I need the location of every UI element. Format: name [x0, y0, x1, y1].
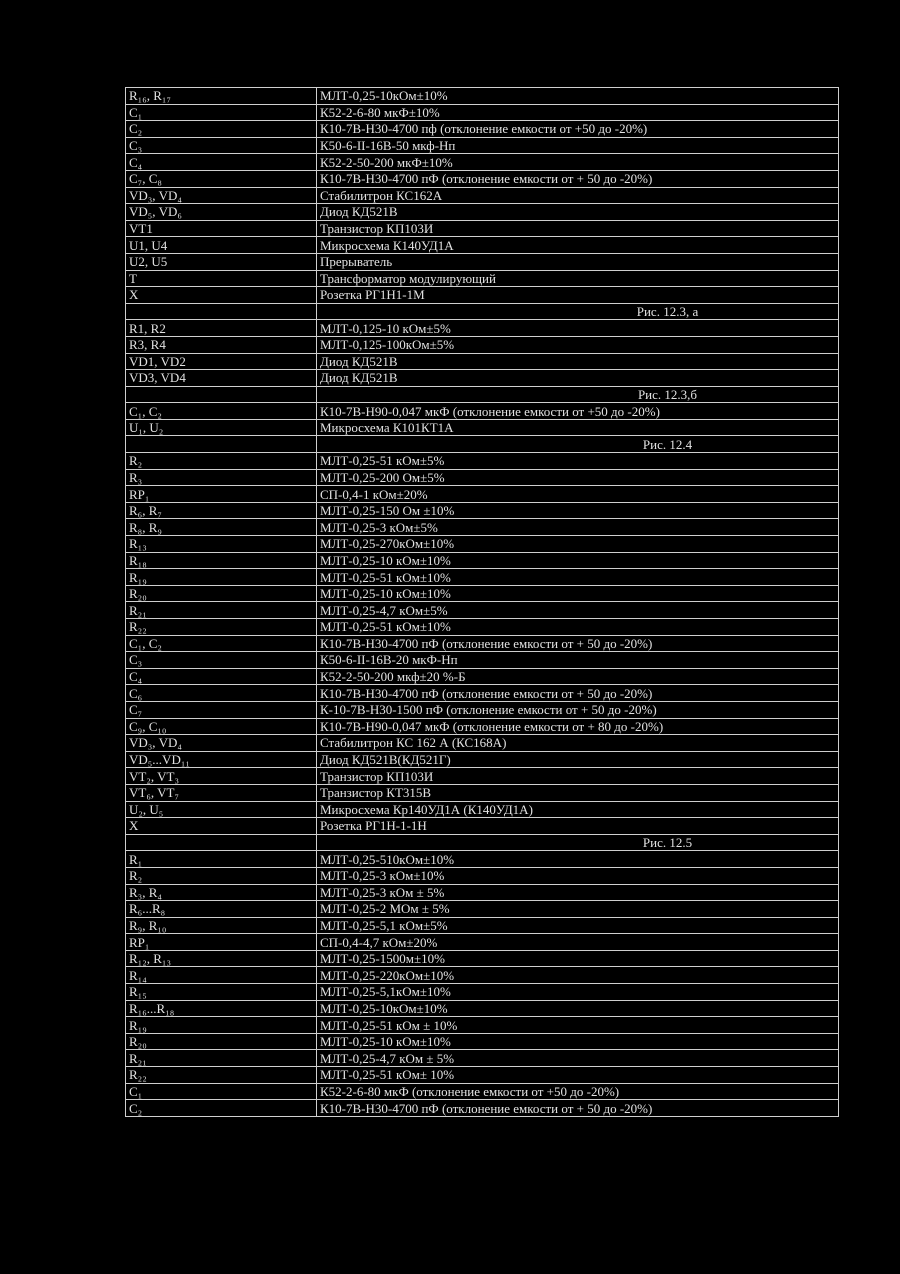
component-description: Трансформатор модулирующий — [317, 270, 839, 287]
component-designator: R₆...R₈ — [126, 901, 317, 918]
component-designator: C₃ — [126, 652, 317, 669]
component-row — [126, 1100, 839, 1117]
component-row — [126, 685, 839, 702]
component-row — [126, 934, 839, 951]
component-description: К50-6-II-16В-20 мкФ-Нп — [317, 652, 839, 669]
component-designator: U2, U5 — [126, 253, 317, 270]
component-description: МЛТ-0,125-100кОм±5% — [317, 336, 839, 353]
component-designator: R₂₁ — [126, 1050, 317, 1067]
component-row — [126, 619, 839, 636]
component-description: К52-2-50-200 мкф±20 %-Б — [317, 668, 839, 685]
empty-cell — [126, 303, 317, 320]
component-row — [126, 867, 839, 884]
components-table-body — [126, 88, 839, 1117]
component-designator: R₂₂ — [126, 1067, 317, 1084]
component-designator: RP₁ — [126, 486, 317, 503]
component-description: К10-7В-Н30-4700 пФ (отклонение емкости от + 50 до -20%) — [317, 635, 839, 652]
component-row — [126, 901, 839, 918]
component-row — [126, 536, 839, 553]
component-designator: R₁ — [126, 851, 317, 868]
component-designator: RP₁ — [126, 934, 317, 951]
component-description: Транзистор КТ315В — [317, 784, 839, 801]
figure-caption-cell — [317, 436, 839, 453]
component-description: Диод КД521В — [317, 204, 839, 221]
component-description: К10-7В-Н30-4700 пФ (отклонение емкости от + 50 до -20%) — [317, 170, 839, 187]
component-designator: C₄ — [126, 668, 317, 685]
component-description: Стабилитрон КС162А — [317, 187, 839, 204]
components-table — [125, 87, 839, 1117]
component-description: Транзистор КП103И — [317, 768, 839, 785]
component-row — [126, 701, 839, 718]
component-row — [126, 950, 839, 967]
component-designator: C₂ — [126, 121, 317, 138]
component-designator: R3, R4 — [126, 336, 317, 353]
component-row — [126, 104, 839, 121]
empty-cell — [126, 436, 317, 453]
component-row — [126, 851, 839, 868]
component-description: Диод КД521В — [317, 353, 839, 370]
component-designator: C₇ — [126, 701, 317, 718]
component-designator: VT₆, VT₇ — [126, 784, 317, 801]
component-designator: T — [126, 270, 317, 287]
component-designator: VD₃, VD₄ — [126, 735, 317, 752]
component-row — [126, 1017, 839, 1034]
component-row — [126, 370, 839, 387]
component-designator: X — [126, 818, 317, 835]
component-description: К10-7В-Н30-4700 пФ (отклонение емкости от + 50 до -20%) — [317, 1100, 839, 1117]
component-description: К-10-7В-Н30-1500 пФ (отклонение емкости от + 50 до -20%) — [317, 701, 839, 718]
component-designator: R₁₈ — [126, 552, 317, 569]
component-designator: C₉, C₁₀ — [126, 718, 317, 735]
section-header-row — [126, 834, 839, 851]
figure-caption-cell — [317, 303, 839, 320]
empty-cell — [126, 834, 317, 851]
component-designator: C₁ — [126, 104, 317, 121]
component-description: Диод КД521В(КД521Г) — [317, 751, 839, 768]
component-description: К10-7В-Н90-0,047 мкФ (отклонение емкости от + 80 до -20%) — [317, 718, 839, 735]
section-header-row — [126, 386, 839, 403]
component-description: МЛТ-0,25-10 кОм±10% — [317, 585, 839, 602]
component-description: МЛТ-0,25-200 Ом±5% — [317, 469, 839, 486]
component-designator: R₁₃ — [126, 536, 317, 553]
component-row — [126, 984, 839, 1001]
component-description: МЛТ-0,25-4,7 кОм±5% — [317, 602, 839, 619]
component-row — [126, 1000, 839, 1017]
component-description: К10-7В-Н30-4700 пФ (отклонение емкости от + 50 до -20%) — [317, 685, 839, 702]
component-description: К50-6-II-16В-50 мкф-Нп — [317, 137, 839, 154]
component-designator: VD₃, VD₄ — [126, 187, 317, 204]
component-row — [126, 121, 839, 138]
figure-caption-cell — [317, 386, 839, 403]
component-description: МЛТ-0,25-220кОм±10% — [317, 967, 839, 984]
component-designator: VD₅...VD₁₁ — [126, 751, 317, 768]
component-row — [126, 751, 839, 768]
component-description: МЛТ-0,25-51 кОм±10% — [317, 619, 839, 636]
component-description: Розетка РГ1Н-1-1Н — [317, 818, 839, 835]
figure-caption-cell — [317, 834, 839, 851]
component-row — [126, 652, 839, 669]
component-designator: R₃, R₄ — [126, 884, 317, 901]
component-description: Микросхема К101КТ1А — [317, 419, 839, 436]
component-description: МЛТ-0,25-270кОм±10% — [317, 536, 839, 553]
component-row — [126, 253, 839, 270]
component-row — [126, 552, 839, 569]
component-designator: R₁₅ — [126, 984, 317, 1001]
component-description: МЛТ-0,25-510кОм±10% — [317, 851, 839, 868]
figure-caption: Рис. 12.4 — [642, 436, 693, 452]
component-description: МЛТ-0,25-3 кОм ± 5% — [317, 884, 839, 901]
component-description: МЛТ-0,25-2 МОм ± 5% — [317, 901, 839, 918]
component-row — [126, 1033, 839, 1050]
component-description: К52-2-6-80 мкФ±10% — [317, 104, 839, 121]
figure-caption: Рис. 12.3,б — [637, 386, 698, 402]
component-designator: C₁, C₂ — [126, 635, 317, 652]
component-designator: R₂₀ — [126, 585, 317, 602]
component-row — [126, 585, 839, 602]
component-description: МЛТ-0,25-10 кОм±10% — [317, 552, 839, 569]
component-row — [126, 967, 839, 984]
component-row — [126, 453, 839, 470]
component-designator: R₂₀ — [126, 1033, 317, 1050]
component-designator: R₁₉ — [126, 1017, 317, 1034]
component-row — [126, 204, 839, 221]
component-designator: C₄ — [126, 154, 317, 171]
component-description: Прерыватель — [317, 253, 839, 270]
empty-cell — [126, 386, 317, 403]
section-header-row — [126, 303, 839, 320]
component-designator: C₁, C₂ — [126, 403, 317, 420]
component-description: МЛТ-0,25-51 кОм±10% — [317, 569, 839, 586]
component-designator: R₁₂, R₁₃ — [126, 950, 317, 967]
component-designator: VT₂, VT₃ — [126, 768, 317, 785]
component-designator: R₂ — [126, 453, 317, 470]
component-designator: VD1, VD2 — [126, 353, 317, 370]
component-designator: X — [126, 287, 317, 304]
component-row — [126, 602, 839, 619]
component-row — [126, 336, 839, 353]
component-designator: R₃ — [126, 469, 317, 486]
component-description: МЛТ-0,25-10 кОм±10% — [317, 1033, 839, 1050]
component-designator: R₁₉ — [126, 569, 317, 586]
component-row — [126, 187, 839, 204]
section-header-row — [126, 436, 839, 453]
component-description: МЛТ-0,125-10 кОм±5% — [317, 320, 839, 337]
component-description: Микросхема Кр140УД1А (К140УД1А) — [317, 801, 839, 818]
component-row — [126, 801, 839, 818]
component-description: МЛТ-0,25-5,1 кОм±5% — [317, 917, 839, 934]
component-designator: R₉, R₁₀ — [126, 917, 317, 934]
component-row — [126, 917, 839, 934]
component-row — [126, 668, 839, 685]
component-designator: R₆, R₇ — [126, 502, 317, 519]
component-description: МЛТ-0,25-150 Ом ±10% — [317, 502, 839, 519]
component-row — [126, 469, 839, 486]
component-description: Микросхема К140УД1А — [317, 237, 839, 254]
component-designator: R₂ — [126, 867, 317, 884]
component-description: Стабилитрон КС 162 А (КС168А) — [317, 735, 839, 752]
component-row — [126, 419, 839, 436]
component-row — [126, 220, 839, 237]
component-description: К52-2-50-200 мкФ±10% — [317, 154, 839, 171]
component-designator: C₂ — [126, 1100, 317, 1117]
component-description: Транзистор КП103И — [317, 220, 839, 237]
component-designator: R₂₂ — [126, 619, 317, 636]
component-description: СП-0,4-1 кОм±20% — [317, 486, 839, 503]
component-row — [126, 569, 839, 586]
component-row — [126, 768, 839, 785]
component-designator: C₇, C₈ — [126, 170, 317, 187]
component-row — [126, 170, 839, 187]
component-description: МЛТ-0,25-51 кОм±5% — [317, 453, 839, 470]
component-row — [126, 519, 839, 536]
component-row — [126, 1067, 839, 1084]
component-row — [126, 735, 839, 752]
component-designator: VD₅, VD₆ — [126, 204, 317, 221]
component-description: МЛТ-0,25-10кОм±10% — [317, 88, 839, 105]
component-row — [126, 287, 839, 304]
component-description: МЛТ-0,25-10кОм±10% — [317, 1000, 839, 1017]
component-row — [126, 718, 839, 735]
component-description: К10-7В-Н30-4700 пф (отклонение емкости от +50 до -20%) — [317, 121, 839, 138]
component-designator: R₁₆...R₁₈ — [126, 1000, 317, 1017]
component-description: МЛТ-0,25-51 кОм ± 10% — [317, 1017, 839, 1034]
component-row — [126, 270, 839, 287]
component-row — [126, 502, 839, 519]
component-description: К52-2-6-80 мкФ (отклонение емкости от +50 до -20%) — [317, 1083, 839, 1100]
component-description: СП-0,4-4,7 кОм±20% — [317, 934, 839, 951]
component-row — [126, 154, 839, 171]
component-designator: R₈, R₉ — [126, 519, 317, 536]
component-designator: C₆ — [126, 685, 317, 702]
component-designator: U1, U4 — [126, 237, 317, 254]
component-row — [126, 818, 839, 835]
component-description: МЛТ-0,25-3 кОм±5% — [317, 519, 839, 536]
component-row — [126, 1050, 839, 1067]
component-description: К10-7В-Н90-0,047 мкФ (отклонение емкости от +50 до -20%) — [317, 403, 839, 420]
component-row — [126, 403, 839, 420]
figure-caption: Рис. 12.5 — [642, 835, 693, 851]
component-row — [126, 884, 839, 901]
component-row — [126, 784, 839, 801]
component-description: МЛТ-0,25-3 кОм±10% — [317, 867, 839, 884]
component-designator: U₁, U₂ — [126, 419, 317, 436]
component-description: Диод КД521В — [317, 370, 839, 387]
component-designator: R₁₆, R₁₇ — [126, 88, 317, 105]
component-row — [126, 353, 839, 370]
component-designator: VT1 — [126, 220, 317, 237]
component-row — [126, 1083, 839, 1100]
component-designator: R1, R2 — [126, 320, 317, 337]
figure-caption: Рис. 12.3, а — [636, 304, 699, 320]
component-designator: C₃ — [126, 137, 317, 154]
component-row — [126, 137, 839, 154]
component-row — [126, 237, 839, 254]
component-designator: U₂, U₅ — [126, 801, 317, 818]
component-description: МЛТ-0,25-51 кОм± 10% — [317, 1067, 839, 1084]
component-row — [126, 486, 839, 503]
component-row — [126, 635, 839, 652]
component-designator: R₂₁ — [126, 602, 317, 619]
component-designator: VD3, VD4 — [126, 370, 317, 387]
component-designator: R₁₄ — [126, 967, 317, 984]
component-description: МЛТ-0,25-4,7 кОм ± 5% — [317, 1050, 839, 1067]
component-description: МЛТ-0,25-5,1кОм±10% — [317, 984, 839, 1001]
component-designator: C₁ — [126, 1083, 317, 1100]
component-description: МЛТ-0,25-1500м±10% — [317, 950, 839, 967]
component-description: Розетка РГ1Н1-1М — [317, 287, 839, 304]
component-row — [126, 320, 839, 337]
component-row — [126, 88, 839, 105]
